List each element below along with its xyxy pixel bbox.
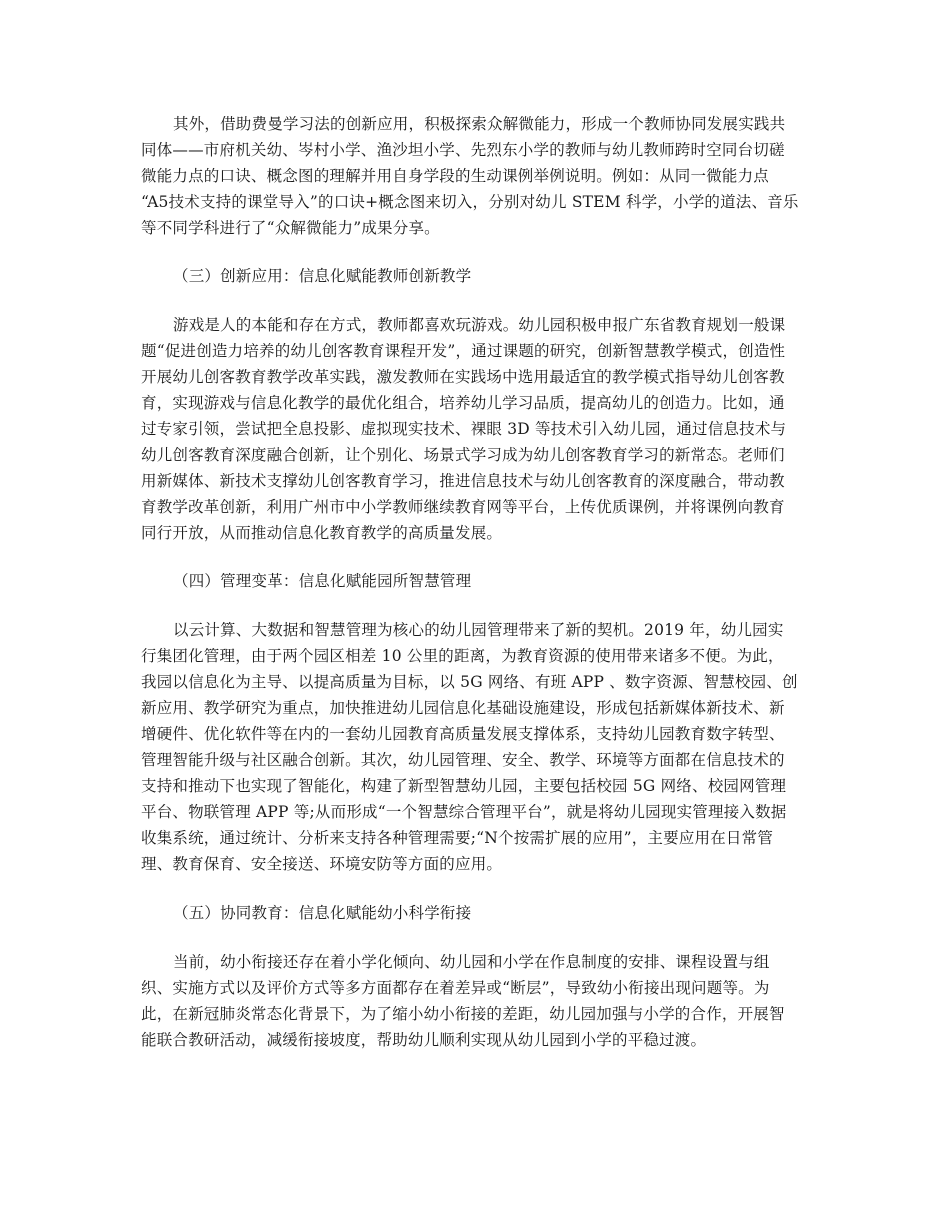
text-line: 支持和推动下也实现了智能化，构建了新型智慧幼儿园，主要包括校园 5G 网络、校园网管理 xyxy=(141,777,787,795)
text-line: 游戏是人的本能和存在方式，教师都喜欢玩游戏。幼儿园积极申报广东省教育规划一般课 xyxy=(173,316,786,334)
text-line: 新应用、教学研究为重点，加快推进幼儿园信息化基础设施建设，形成包括新媒体新技术、新 xyxy=(141,699,785,717)
text-line: 增硬件、优化软件等在内的一套幼儿园教育高质量发展支撑体系，支持幼儿园教育数字转型、 xyxy=(141,725,785,743)
text-line: 育教学改革创新，利用广州市中小学教师继续教育网等平台，上传优质课例，并将课例向教育 xyxy=(141,498,785,516)
text-line: 题“促进创造力培养的幼儿创客教育课程开发”，通过课题的研究，创新智慧教学模式，创造性 xyxy=(141,342,786,360)
text-line: 我园以信息化为主导、以提高质量为目标，以 5G 网络、有班 APP 、数字资源、智慧校园、创 xyxy=(141,673,798,691)
text-line: 此，在新冠肺炎常态化背景下，为了缩小幼小衔接的差距，幼儿园加强与小学的合作，开展智 xyxy=(141,1005,785,1023)
text-line: 能联合教研活动，减缓衔接坡度，帮助幼儿顺利实现从幼儿园到小学的平稳过渡。 xyxy=(141,1031,707,1049)
text-line: 其外，借助费曼学习法的创新应用，积极探索众解微能力，形成一个教师协同发展实践共 xyxy=(173,115,786,133)
text-line: 平台、物联管理 APP 等;从而形成“一个智慧综合管理平台”，就是将幼儿园现实管理接入数据 xyxy=(141,803,787,821)
text-line: 理、教育保育、安全接送、环境安防等方面的应用。 xyxy=(141,855,503,873)
text-line: 过专家引领，尝试把全息投影、虚拟现实技术、裸眼 3D 等技术引入幼儿园，通过信息技术与 xyxy=(141,420,787,438)
text-line: 微能力点的口诀、概念图的理解并用自身学段的生动课例举例说明。例如：从同一微能力点 xyxy=(141,167,770,185)
text-line: 管理智能升级与社区融合创新。其次，幼儿园管理、安全、教学、环境等方面都在信息技术的 xyxy=(141,751,785,769)
text-line: 行集团化管理，由于两个园区相差 10 公里的距离，为教育资源的使用带来诸多不便。为此， xyxy=(141,647,784,665)
text-line: 用新媒体、新技术支撑幼儿创客教育学习，推进信息技术与幼儿创客教育的深度融合，带动教 xyxy=(141,472,785,490)
text-line: 收集系统，通过统计、分析来支持各种管理需要;“N个按需扩展的应用”，主要应用在日常管 xyxy=(141,829,774,847)
text-line: 育，实现游戏与信息化教学的最优化组合，培养幼儿学习品质，提高幼儿的创造力。比如，通 xyxy=(141,394,785,412)
text-line: 等不同学科进行了“众解微能力”成果分享。 xyxy=(141,219,440,237)
text-line: 同体——市府机关幼、岑村小学、渔沙坦小学、先烈东小学的教师与幼儿教师跨时空同台切磋 xyxy=(141,141,785,159)
text-line: 开展幼儿创客教育教学改革实践，激发教师在实践场中选用最适宜的教学模式指导幼儿创客教 xyxy=(141,368,785,386)
section-heading-3: （三）创新应用：信息化赋能教师创新教学 xyxy=(173,267,472,285)
text-line: 同行开放，从而推动信息化教育教学的高质量发展。 xyxy=(141,524,503,542)
section-heading-5: （五）协同教育：信息化赋能幼小科学衔接 xyxy=(173,904,472,922)
text-line: 幼儿创客教育深度融合创新，让个别化、场景式学习成为幼儿创客教育学习的新常态。老师们 xyxy=(141,446,785,464)
text-line: “A5技术支持的课堂导入”的口诀+概念图来切入，分别对幼儿 STEM 科学，小学的道法、音乐 xyxy=(141,193,799,211)
text-line: 当前，幼小衔接还存在着小学化倾向、幼儿园和小学在作息制度的安排、课程设置与组 xyxy=(173,953,770,971)
text-line: 织、实施方式以及评价方式等多方面都存在着差异或“断层”，导致幼小衔接出现问题等。为 xyxy=(141,979,770,997)
text-line: 以云计算、大数据和智慧管理为核心的幼儿园管理带来了新的契机。2019 年，幼儿园实 xyxy=(173,621,784,639)
section-heading-4: （四）管理变革：信息化赋能园所智慧管理 xyxy=(173,572,472,590)
